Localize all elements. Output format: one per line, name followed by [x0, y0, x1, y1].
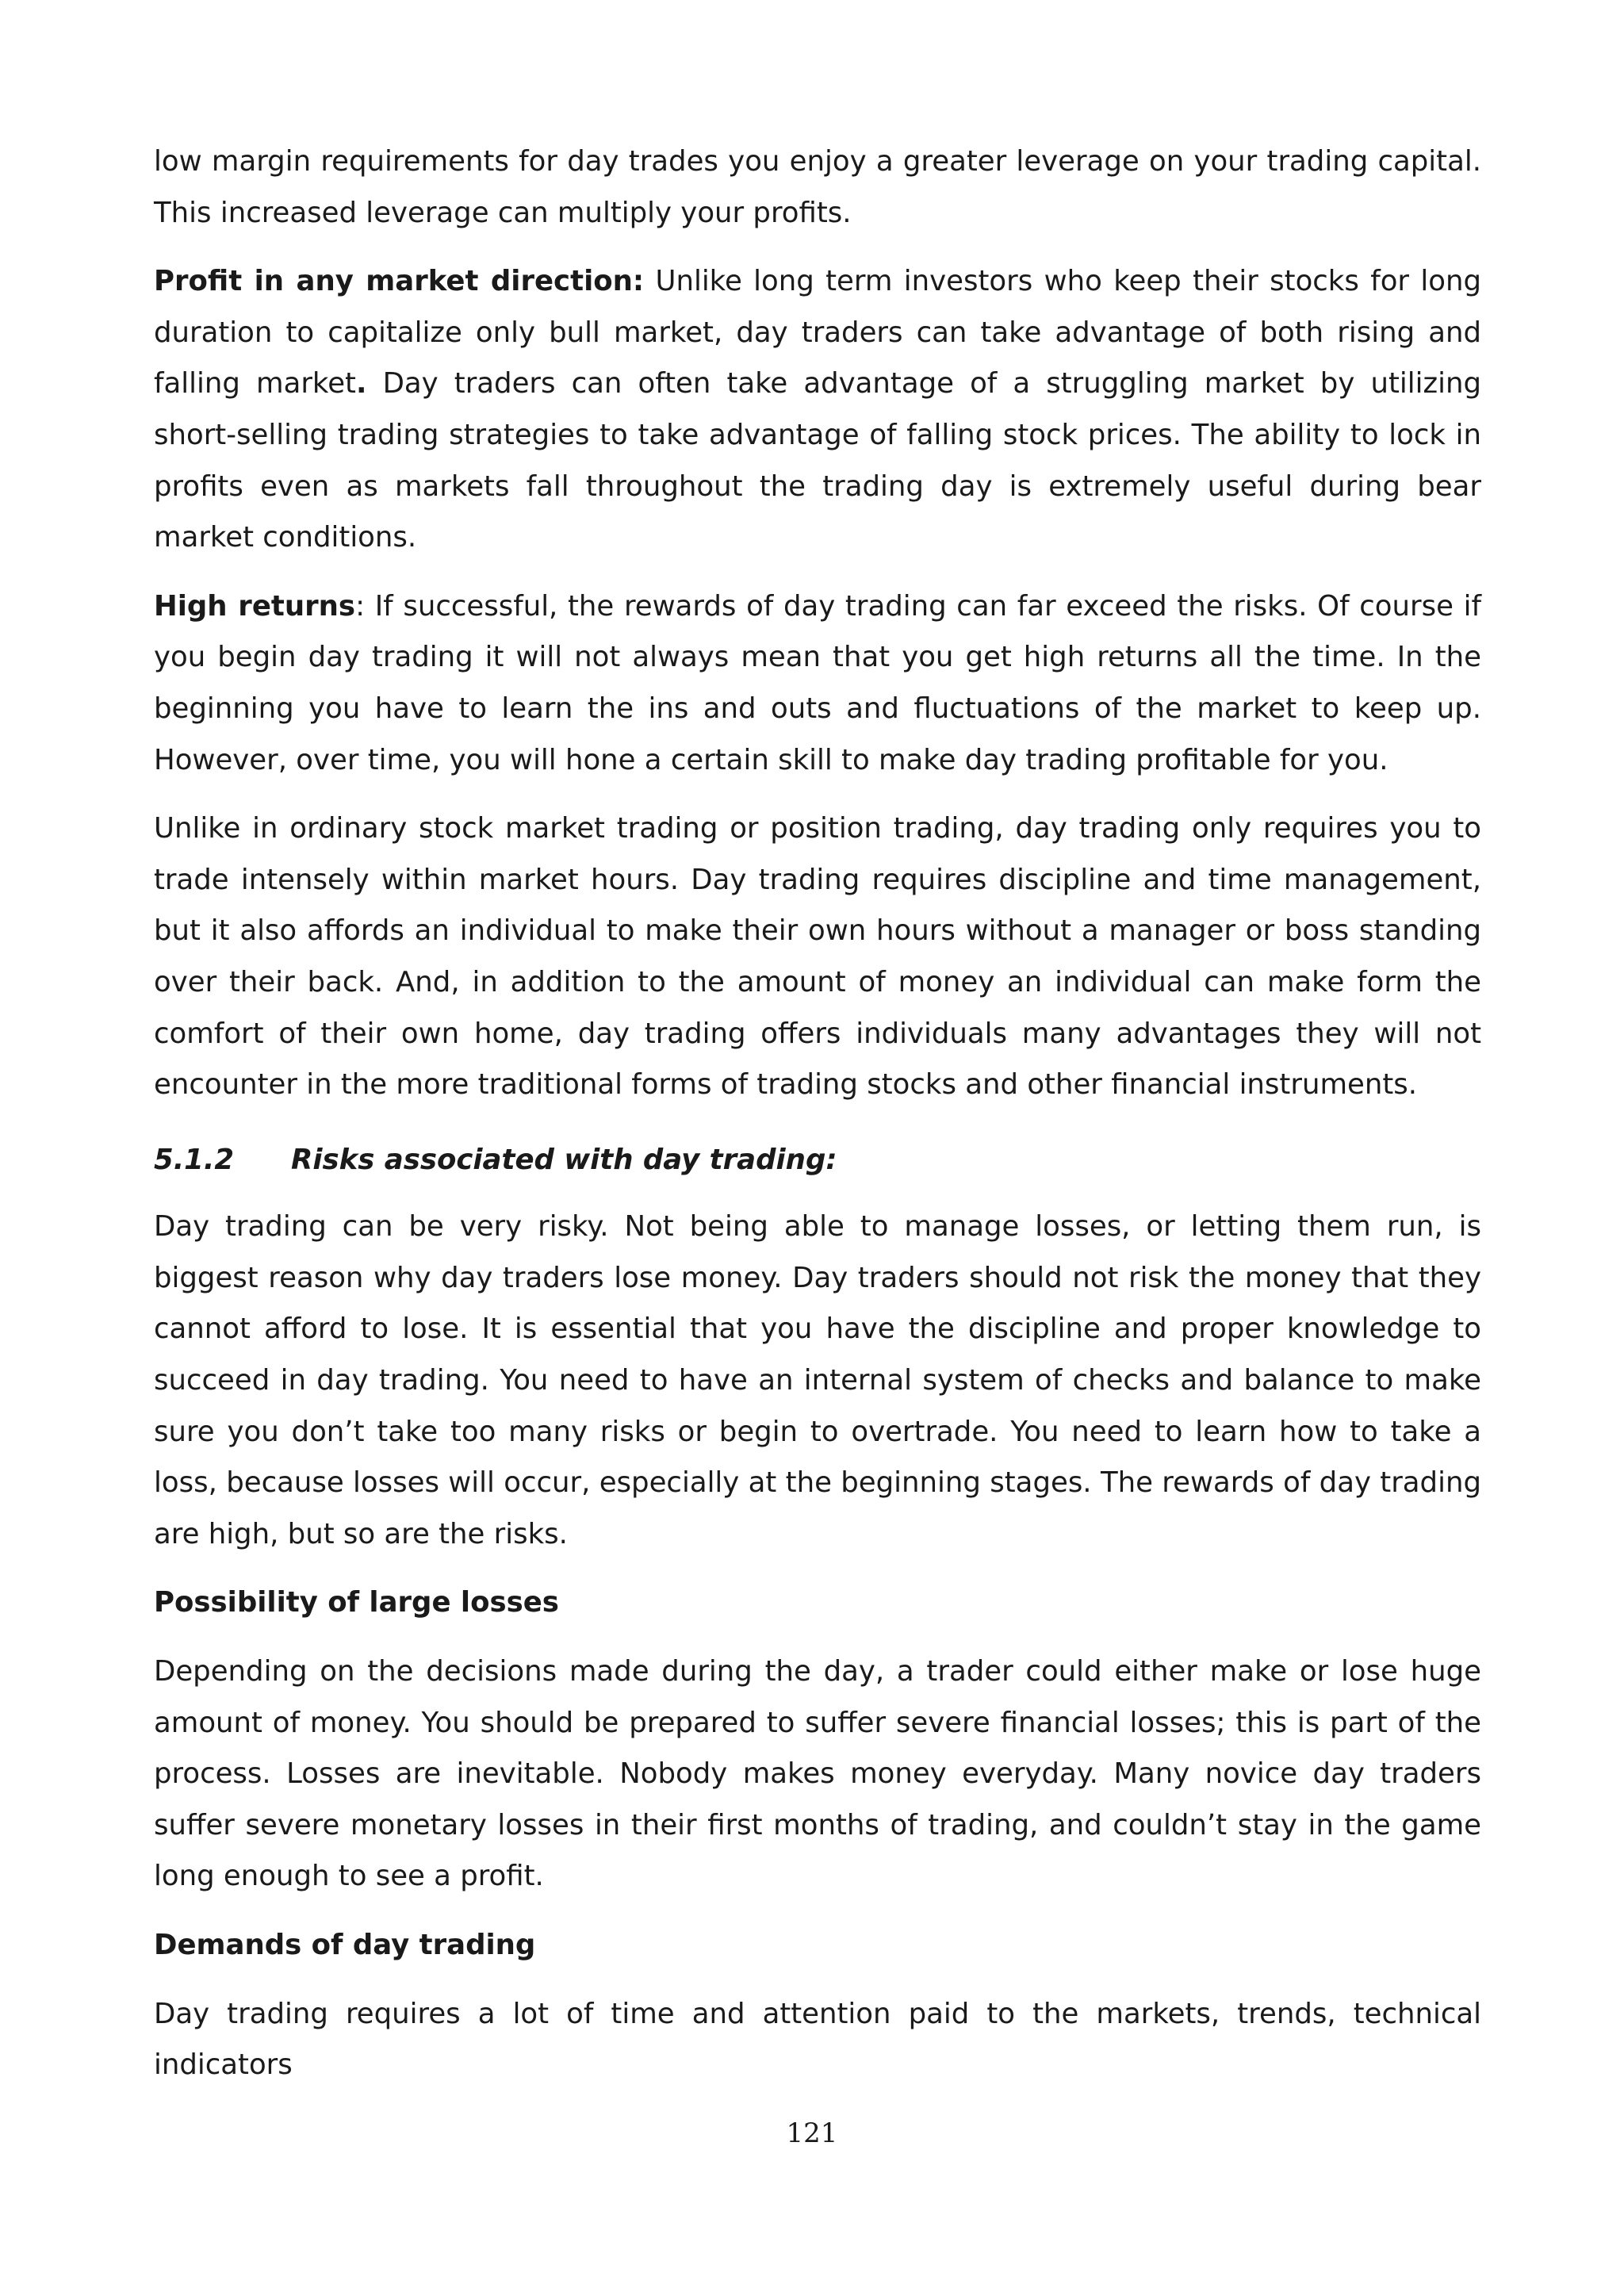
demands-heading: Demands of day trading: [154, 1929, 536, 1961]
profit-direction-lead: Profit in any market direction:: [154, 265, 645, 298]
profit-direction-paragraph: [154, 256, 1481, 564]
demands-paragraph: Day trading requires a lot of time and attention paid to the markets, trends, technical indicators: [154, 1997, 1481, 2082]
large-losses-heading: Possibility of large losses: [154, 1586, 559, 1619]
large-losses-paragraph: Depending on the decisions made during the day, a trader could either make or lose huge amount of money. You should be prepared to suffer severe financial losses; this is part of the process. Losses are inevitable. Nobody makes money everyday. Many novice day traders suffer severe monetary losses in their first months of trading, and couldn’t stay in the game long enough to see a profit.: [154, 1655, 1481, 1893]
high-returns-paragraph: [154, 581, 1481, 786]
section-number: 5.1.2: [154, 1143, 235, 1176]
unlike-ordinary-paragraph: Unlike in ordinary stock market trading or position trading, day trading only requires you to trade intensely within market hours. Day trading requires discipline and time management, but it also affords an individual to make their own hours without a manager or boss standing over their back. And, in addition to the amount of money an individual can make form the comfort of their own home, day trading offers individuals many advantages they will not encounter in the more traditional forms of trading stocks and other financial instruments.: [154, 812, 1481, 1102]
section-heading: [154, 1135, 1481, 1186]
document-page: [154, 136, 1481, 2109]
page-number: 121: [786, 2117, 838, 2149]
profit-direction-bold-period: .: [355, 367, 367, 400]
high-returns-lead: High returns: [154, 589, 356, 623]
section-title: Risks associated with day trading:: [291, 1143, 837, 1176]
profit-direction-text-1: Unlike long term investors who keep their stocks for long duration to capitalize only bull market, day traders can take advantage of both rising and falling market: [154, 265, 1482, 400]
continuation-paragraph: low margin requirements for day trades you enjoy a greater leverage on your trading capital. This increased leverage can multiply your profits.: [154, 145, 1481, 229]
high-returns-text: : If successful, the rewards of day trading can far exceed the risks. Of course if you begin day trading it will not always mean that you get high returns all the time. In the beginning you have to learn the ins and outs and fluctuations of the market to keep up. However, over time, you will hone a certain skill to make day trading profitable for you.: [154, 589, 1481, 776]
risks-intro-paragraph: Day trading can be very risky. Not being able to manage losses, or letting them run, is biggest reason why day traders lose money. Day traders should not risk the money that they cannot afford to lose. It is essential that you have the discipline and proper knowledge to succeed in day trading. You need to have an internal system of checks and balance to make sure you don’t take too many risks or begin to overtrade. You need to learn how to take a loss, because losses will occur, especially at the beginning stages. The rewards of day trading are high, but so are the risks.: [154, 1210, 1481, 1550]
profit-direction-text-2: Day traders can often take advantage of a struggling market by utilizing short-selling trading strategies to take advantage of falling stock prices. The ability to lock in profits even as markets fall throughout the trading day is extremely useful during bear market conditions.: [154, 367, 1481, 554]
